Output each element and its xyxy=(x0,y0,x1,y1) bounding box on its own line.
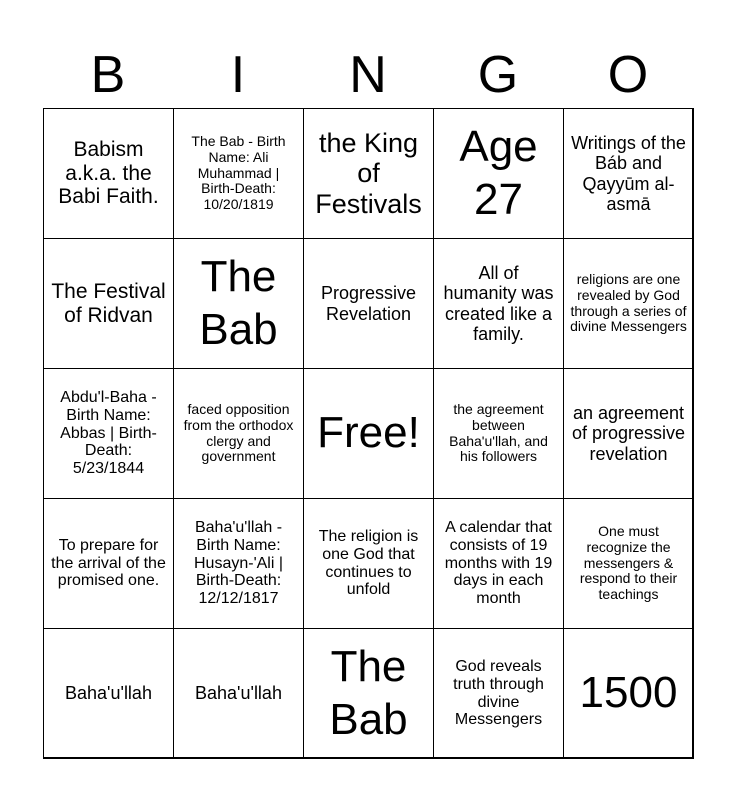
bingo-cell: The Festival of Ridvan xyxy=(43,238,174,369)
bingo-cell: One must recognize the messengers & respond to their teachings xyxy=(563,498,694,629)
header-letter-b: B xyxy=(90,46,126,104)
bingo-cell: religions are one revealed by God through a series of divine Messengers xyxy=(563,238,694,369)
bingo-cell: Baha'u'llah xyxy=(43,628,174,759)
header-letter-o: O xyxy=(607,46,649,104)
bingo-cell: the King of Festivals xyxy=(303,108,434,239)
bingo-cell: Writings of the Báb and Qayyūm al-asmā xyxy=(563,108,694,239)
header-letter-i: I xyxy=(230,46,246,104)
bingo-cell: The Bab - Birth Name: Ali Muhammad | Birth-Death: 10/20/1819 xyxy=(173,108,304,239)
bingo-cell: The Bab xyxy=(173,238,304,369)
bingo-cell: 1500 xyxy=(563,628,694,759)
bingo-cell: All of humanity was created like a family. xyxy=(433,238,564,369)
header-letter-g: G xyxy=(477,46,519,104)
free-space: Free! xyxy=(303,368,434,499)
bingo-cell: Abdu'l-Baha - Birth Name: Abbas | Birth-Death: 5/23/1844 xyxy=(43,368,174,499)
bingo-cell: The religion is one God that continues to unfold xyxy=(303,498,434,629)
bingo-cell: Babism a.k.a. the Babi Faith. xyxy=(43,108,174,239)
bingo-cell: To prepare for the arrival of the promised one. xyxy=(43,498,174,629)
bingo-cell: Age 27 xyxy=(433,108,564,239)
header-letter-n: N xyxy=(349,46,387,104)
bingo-board xyxy=(43,108,693,758)
bingo-cell: God reveals truth through divine Messengers xyxy=(433,628,564,759)
bingo-cell: Progressive Revelation xyxy=(303,238,434,369)
bingo-header xyxy=(43,44,693,106)
bingo-cell: the agreement between Baha'u'llah, and his followers xyxy=(433,368,564,499)
bingo-cell: Baha'u'llah - Birth Name: Husayn-'Ali | Birth-Death: 12/12/1817 xyxy=(173,498,304,629)
bingo-cell: faced opposition from the orthodox clergy and government xyxy=(173,368,304,499)
bingo-cell: an agreement of progressive revelation xyxy=(563,368,694,499)
bingo-cell: Baha'u'llah xyxy=(173,628,304,759)
bingo-cell: The Bab xyxy=(303,628,434,759)
bingo-cell: A calendar that consists of 19 months with 19 days in each month xyxy=(433,498,564,629)
